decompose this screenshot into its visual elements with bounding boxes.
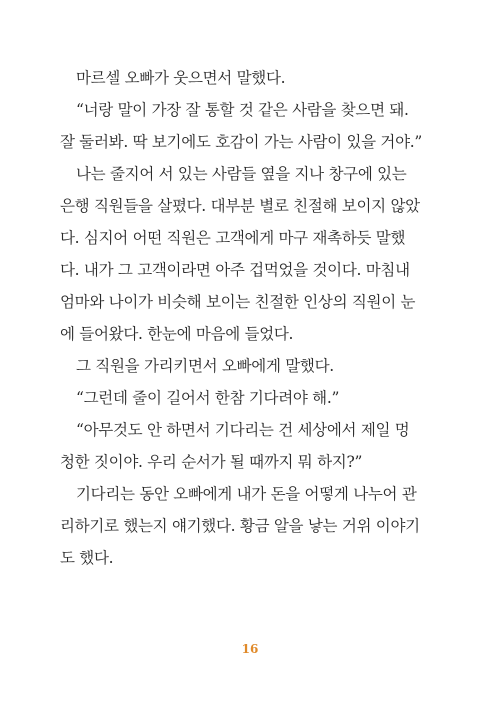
- text-line: “그런데 줄이 길어서 한참 기다려야 해.”: [76, 389, 340, 407]
- text-line: 다. 내가 그 고객이라면 아주 겁먹었을 것이다. 마침내: [60, 261, 410, 279]
- text-line: 청한 짓이야. 우리 순서가 될 때까지 뭐 하지?”: [60, 453, 363, 471]
- text-line: 리하기로 했는지 얘기했다. 황금 알을 낳는 거위 이야기: [60, 517, 420, 535]
- text-line: 잘 둘러봐. 딱 보기에도 호감이 가는 사람이 있을 거야.”: [60, 133, 423, 151]
- text-line: 마르셀 오빠가 웃으면서 말했다.: [76, 69, 286, 87]
- text-line: 나는 줄지어 서 있는 사람들 옆을 지나 창구에 있는: [76, 165, 407, 183]
- text-line: 기다리는 동안 오빠에게 내가 돈을 어떻게 나누어 관: [76, 485, 417, 503]
- text-line: 다. 심지어 어떤 직원은 고객에게 마구 재촉하듯 말했: [60, 229, 406, 247]
- page-number: 16: [241, 642, 259, 656]
- body-text: [60, 62, 445, 574]
- text-line: 도 했다.: [60, 549, 114, 567]
- text-line: 에 들어왔다. 한눈에 마음에 들었다.: [60, 325, 294, 343]
- text-line: “너랑 말이 가장 잘 통할 것 같은 사람을 찾으면 돼.: [76, 101, 409, 119]
- text-line: 그 직원을 가리키면서 오빠에게 말했다.: [76, 357, 334, 375]
- text-line: “아무것도 안 하면서 기다리는 건 세상에서 제일 멍: [76, 421, 410, 439]
- text-line: 엄마와 나이가 비슷해 보이는 친절한 인상의 직원이 눈: [60, 293, 416, 311]
- text-line: 은행 직원들을 살폈다. 대부분 별로 친절해 보이지 않았: [60, 197, 420, 215]
